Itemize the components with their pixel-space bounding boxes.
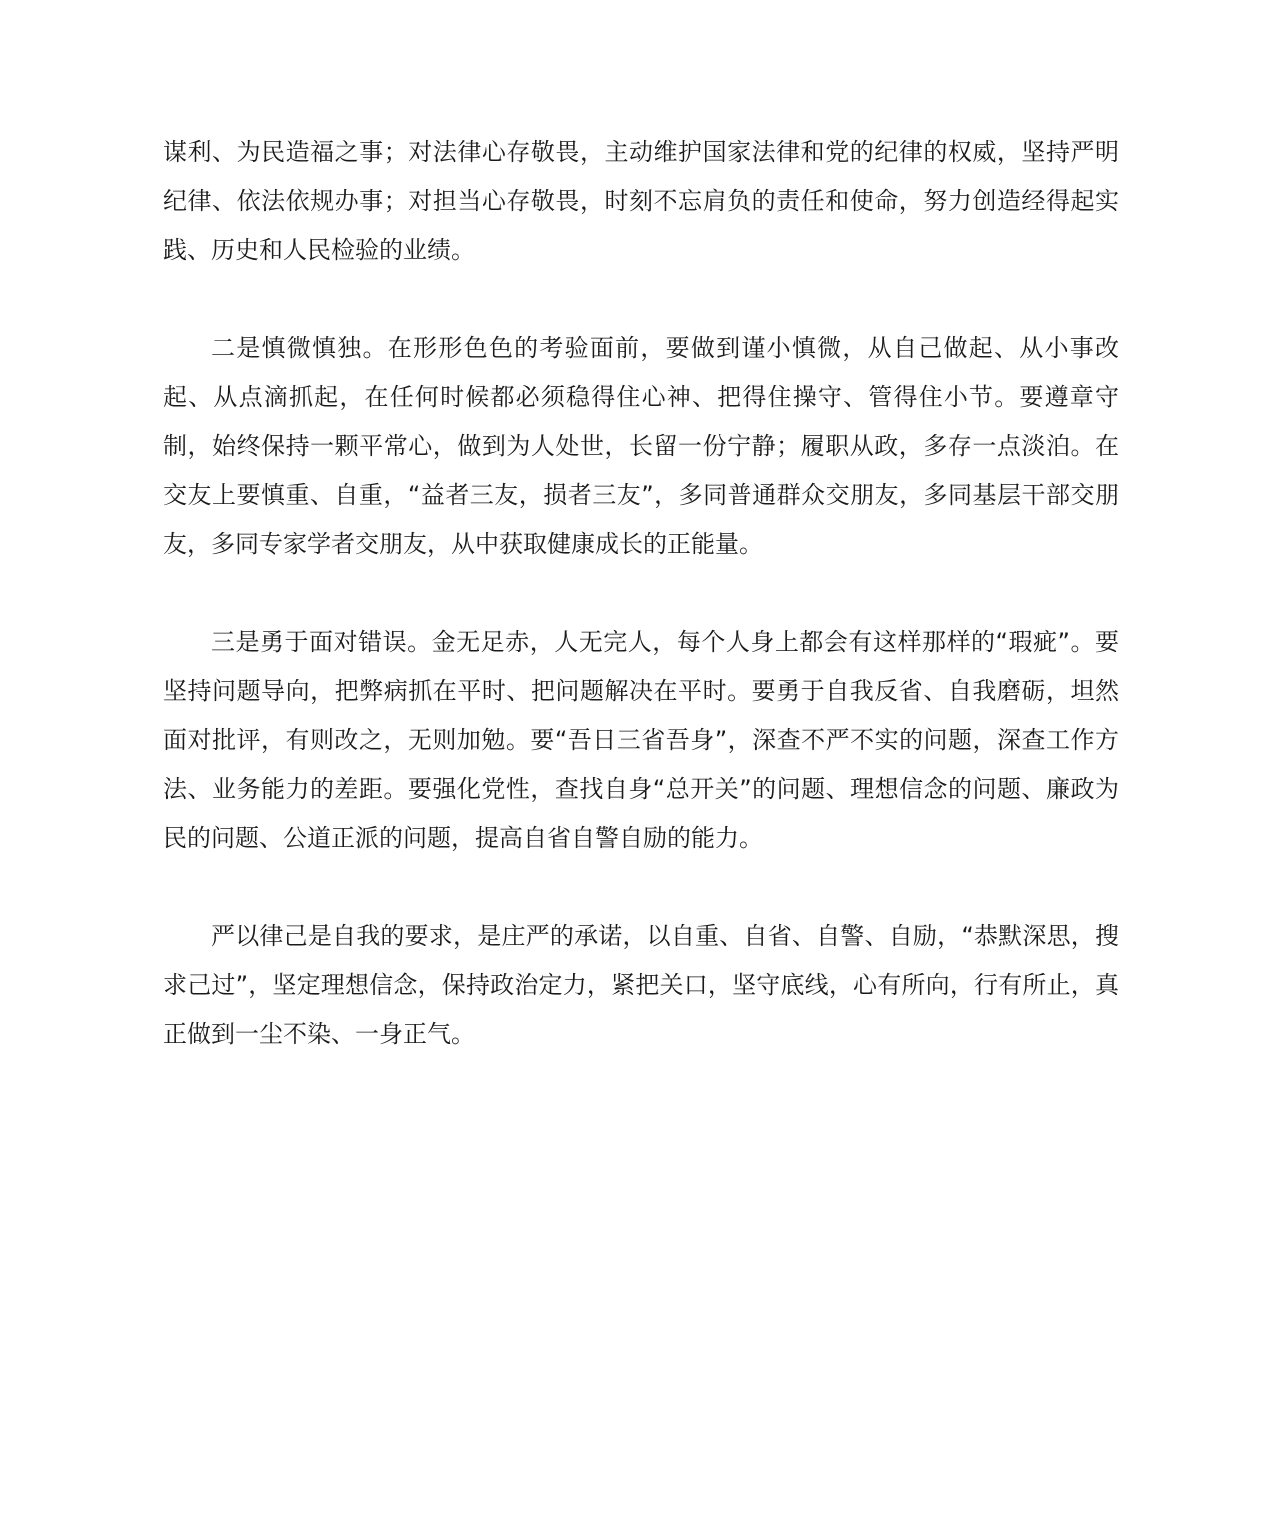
paragraph-conclusion: 严以律己是自我的要求，是庄严的承诺，以自重、自省、自警、自励，“恭默深思，搜求己过”，坚定理想信念，保持政治定力，紧把关口，坚守底线，心有所向，行有所止，真正做到一尘不染、一身正气。 xyxy=(163,922,1119,1048)
paragraph-third-point: 三是勇于面对错误。金无足赤，人无完人，每个人身上都会有这样那样的“瑕疵”。要坚持问题导向，把弊病抓在平时、把问题解决在平时。要勇于自我反省、自我磨砺，坦然面对批评，有则改之，无则加勉。要“吾日三省吾身”，深查不严不实的问题，深查工作方法、业务能力的差距。要强化党性，查找自身“总开关”的问题、理想信念的问题、廉政为民的问题、公道正派的问题，提高自省自警自励的能力。 xyxy=(163,628,1119,852)
paragraph-continuation: 谋利、为民造福之事；对法律心存敬畏，主动维护国家法律和党的纪律的权威，坚持严明纪律、依法依规办事；对担当心存敬畏，时刻不忘肩负的责任和使命，努力创造经得起实践、历史和人民检验的业绩。 xyxy=(163,138,1119,264)
document-body xyxy=(163,128,1119,1108)
paragraph-second-point: 二是慎微慎独。在形形色色的考验面前，要做到谨小慎微，从自己做起、从小事改起、从点滴抓起，在任何时候都必须稳得住心神、把得住操守、管得住小节。要遵章守制，始终保持一颗平常心，做到为人处世，长留一份宁静；履职从政，多存一点淡泊。在交友上要慎重、自重，“益者三友，损者三友”，多同普通群众交朋友，多同基层干部交朋友，多同专家学者交朋友，从中获取健康成长的正能量。 xyxy=(163,334,1119,558)
